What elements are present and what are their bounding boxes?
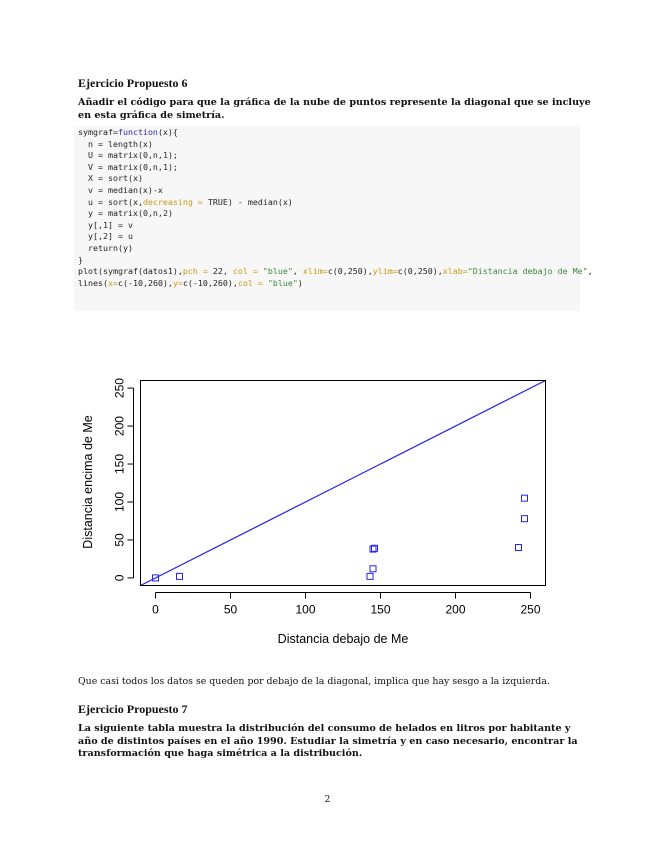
code-number: 1 bbox=[162, 161, 168, 172]
exercise-7-statement bbox=[78, 723, 598, 761]
code-token: ,n, bbox=[147, 150, 163, 161]
code-token: y[, bbox=[78, 219, 103, 230]
y-tick-label: 100 bbox=[112, 491, 127, 512]
symmetry-plot bbox=[0, 360, 655, 660]
code-token: U = matrix( bbox=[78, 150, 143, 161]
code-argument: decreasing = bbox=[142, 196, 203, 207]
code-token: ) bbox=[167, 208, 173, 219]
code-keyword: function bbox=[117, 127, 158, 137]
code-token: ); bbox=[167, 150, 178, 161]
x-tick-label: 100 bbox=[295, 602, 316, 617]
code-token: ) bbox=[297, 277, 303, 288]
code-token: y[, bbox=[78, 231, 103, 242]
code-number: 2 bbox=[162, 208, 168, 219]
statement-line: en esta gráfica de simetría. bbox=[78, 109, 225, 121]
code-line: n = length(x) bbox=[78, 138, 153, 149]
code-token: (x){ bbox=[157, 127, 178, 137]
x-tick-label: 250 bbox=[520, 602, 541, 617]
code-argument: y= bbox=[172, 277, 183, 288]
code-number: 0 bbox=[142, 161, 148, 172]
code-token: , bbox=[292, 266, 303, 277]
exercise-7-title: Ejercicio Propuesto 7 bbox=[78, 702, 188, 716]
code-token: y = matrix( bbox=[78, 208, 143, 219]
r-code bbox=[74, 126, 593, 289]
code-token: lines( bbox=[78, 277, 108, 288]
code-token: = bbox=[112, 127, 118, 137]
code-token: u = sort(x, bbox=[78, 196, 143, 207]
code-number: 1 bbox=[162, 150, 168, 161]
code-line: X = sort(x) bbox=[78, 173, 143, 184]
code-token: TRUE) - median(x) bbox=[202, 196, 293, 207]
code-token: ] = v bbox=[107, 219, 133, 230]
data-point bbox=[516, 545, 522, 551]
y-axis-label: Distancia encima de Me bbox=[81, 415, 95, 549]
code-block bbox=[74, 126, 593, 311]
statement-line: año de distintos países en el año 1990. Estudiar la simetría y en caso necesario, encontrar la bbox=[78, 735, 578, 747]
exercise-6-statement bbox=[78, 97, 598, 122]
code-number: 0 bbox=[142, 150, 148, 161]
y-tick-label: 0 bbox=[112, 574, 127, 582]
data-point bbox=[177, 573, 183, 579]
code-line: } bbox=[78, 254, 83, 265]
y-axis bbox=[113, 378, 134, 581]
code-string: "blue" bbox=[262, 277, 298, 288]
code-token: ,n, bbox=[147, 208, 163, 219]
page-number: 2 bbox=[324, 795, 331, 805]
code-token: ] = u bbox=[107, 231, 133, 242]
data-point bbox=[522, 516, 528, 522]
statement-line: transformación que haga simétrica a la distribución. bbox=[78, 748, 363, 759]
code-token: plot(symgraf(datos1), bbox=[78, 266, 183, 277]
x-tick-label: 50 bbox=[223, 602, 238, 617]
x-axis-label: Distancia debajo de Me bbox=[277, 632, 409, 646]
y-tick-label: 250 bbox=[112, 378, 127, 399]
diagonal-line bbox=[141, 381, 546, 586]
code-line: return(y) bbox=[78, 242, 133, 253]
code-argument: ylim= bbox=[372, 266, 398, 277]
statement-line: Añadir el código para que la gráfica de la nube de puntos represente la diagonal que se incluye bbox=[78, 97, 591, 108]
code-line: v = median(x)-x bbox=[78, 184, 163, 195]
code-argument: col = bbox=[237, 277, 263, 288]
exercise-6-title: Ejercicio Propuesto 6 bbox=[78, 76, 188, 90]
code-token: V = matrix( bbox=[78, 161, 143, 172]
code-argument: x= bbox=[107, 277, 118, 288]
plot-area bbox=[141, 381, 546, 586]
code-number: 0 bbox=[142, 208, 148, 219]
code-number: 1 bbox=[102, 219, 108, 230]
x-axis bbox=[152, 593, 541, 617]
code-argument: xlim= bbox=[302, 266, 328, 277]
code-token: , bbox=[587, 266, 593, 277]
code-argument: pch = bbox=[182, 266, 208, 277]
code-string: "Distancia debajo de Me" bbox=[467, 266, 588, 277]
code-token: symgraf bbox=[78, 127, 113, 137]
x-tick-label: 150 bbox=[370, 602, 391, 617]
code-argument: col = bbox=[232, 266, 258, 277]
code-token: c(-10,260), bbox=[182, 277, 238, 288]
data-point bbox=[367, 573, 373, 579]
code-token: c(0,250), bbox=[397, 266, 443, 277]
code-token: 22, bbox=[207, 266, 233, 277]
data-point bbox=[522, 495, 528, 501]
data-point bbox=[370, 566, 376, 572]
code-number: 2 bbox=[102, 231, 108, 242]
code-argument: xlab= bbox=[442, 266, 468, 277]
x-tick-label: 200 bbox=[445, 602, 466, 617]
conclusion-text: Que casi todos los datos se queden por debajo de la diagonal, implica que hay sesgo a la izquierda. bbox=[78, 676, 550, 687]
code-token: c(-10,260), bbox=[117, 277, 173, 288]
code-token: c(0,250), bbox=[327, 266, 373, 277]
code-token: ); bbox=[167, 161, 178, 172]
statement-line: La siguiente tabla muestra la distribución del consumo de helados en litros por habitante y bbox=[78, 723, 571, 734]
y-tick-label: 200 bbox=[112, 416, 127, 437]
y-tick-label: 50 bbox=[112, 533, 127, 547]
code-string: "blue" bbox=[257, 266, 293, 277]
code-token: ,n, bbox=[147, 161, 163, 172]
x-tick-label: 0 bbox=[152, 602, 159, 617]
y-tick-label: 150 bbox=[112, 454, 127, 475]
